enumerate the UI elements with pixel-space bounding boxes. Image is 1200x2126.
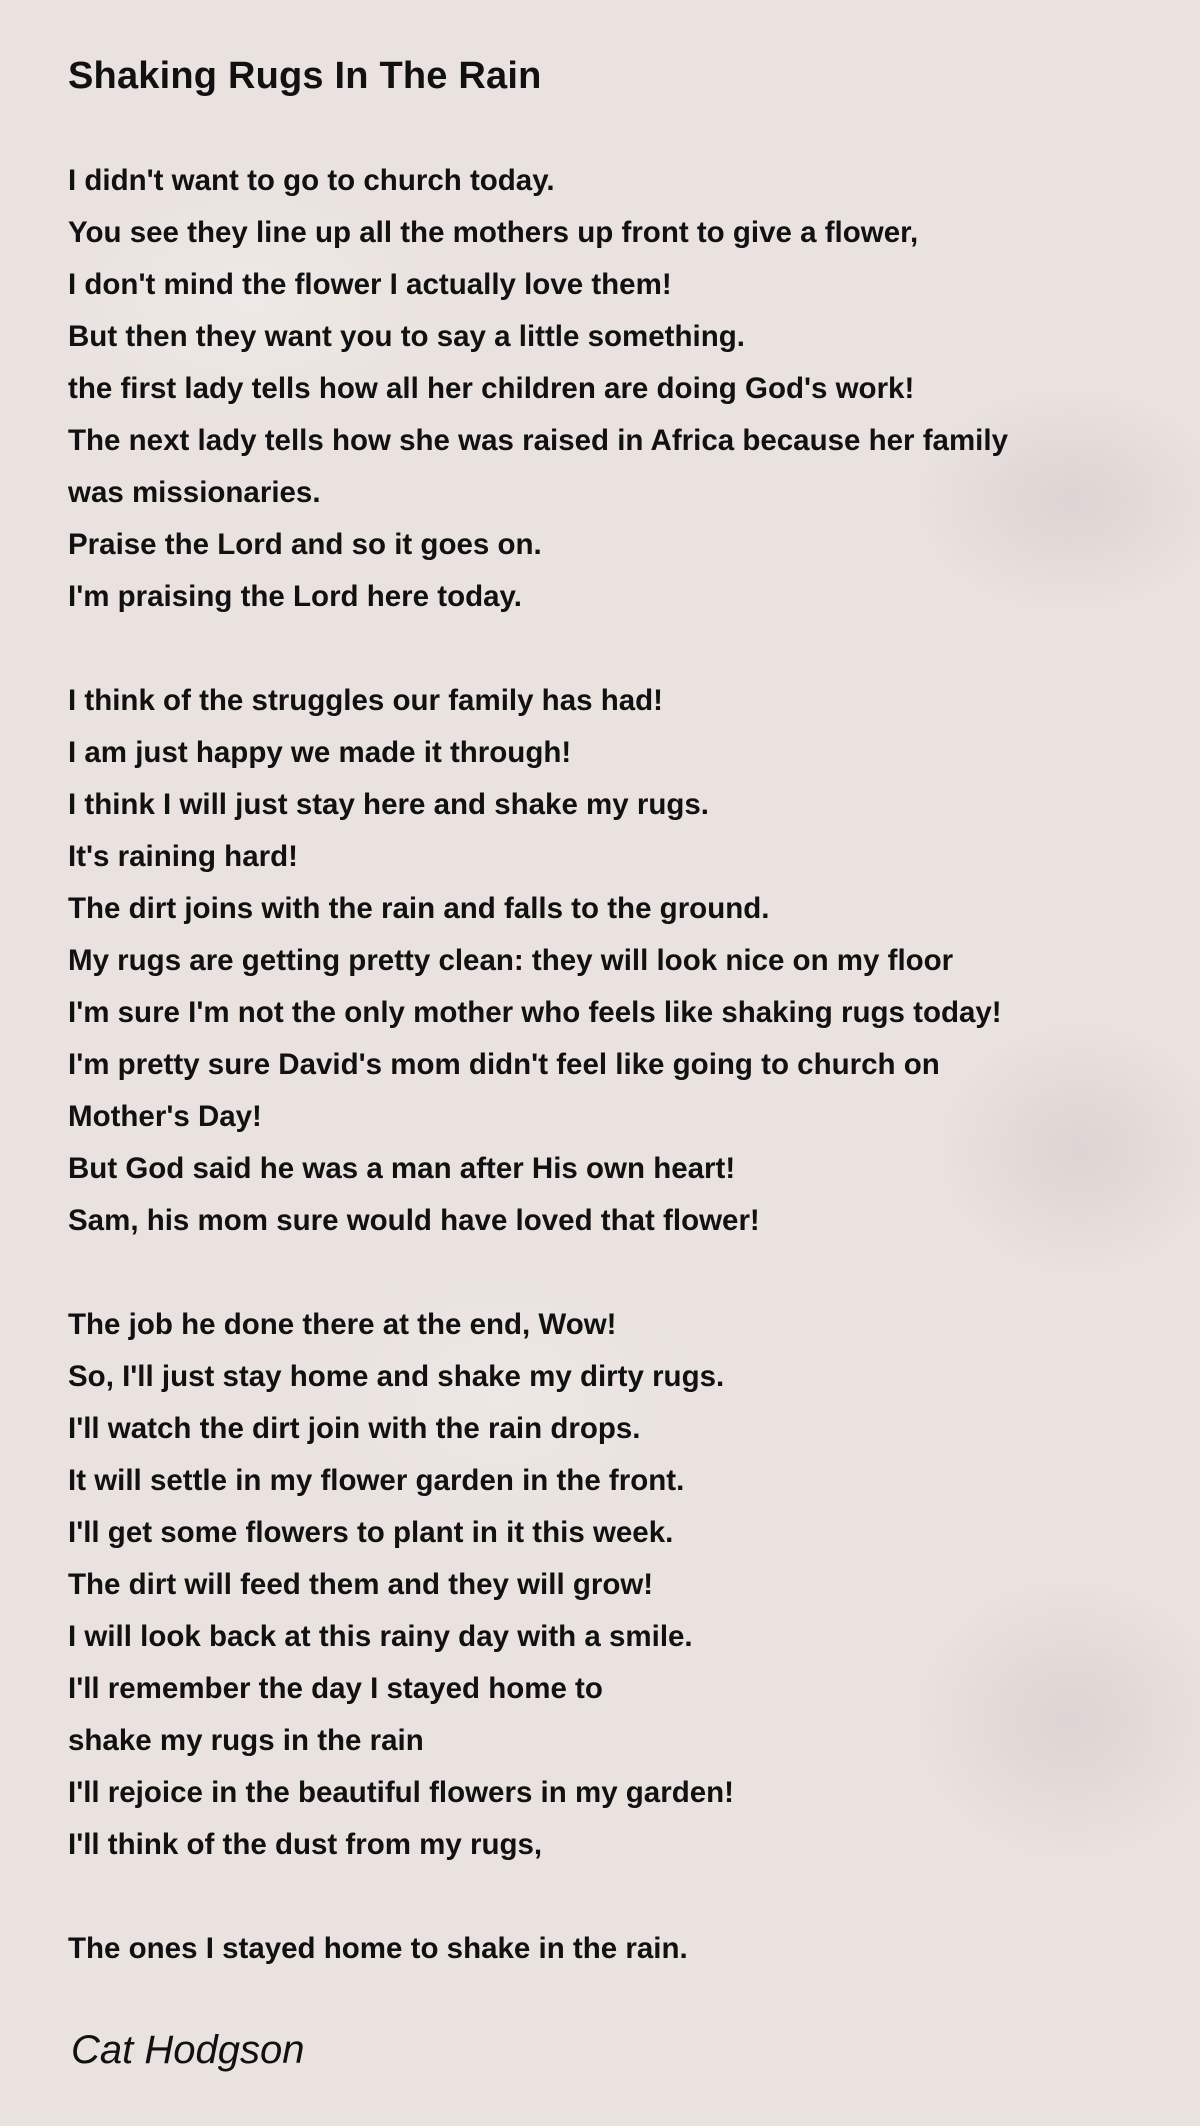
poem-line: Praise the Lord and so it goes on. — [68, 528, 542, 561]
poem-line: I'll watch the dirt join with the rain drops. — [68, 1412, 641, 1445]
poem-line: The ones I stayed home to shake in the rain. — [68, 1932, 688, 1965]
poem-line: The job he done there at the end, Wow! — [68, 1308, 617, 1341]
poem-line: I will look back at this rainy day with a smile. — [68, 1620, 693, 1653]
stanza-1 — [68, 155, 1168, 623]
poem-line: I don't mind the flower I actually love them! — [68, 268, 672, 301]
poem-line: Sam, his mom sure would have loved that flower! — [68, 1204, 760, 1237]
poem-line: So, I'll just stay home and shake my dirty rugs. — [68, 1360, 725, 1393]
poem-line: shake my rugs in the rain — [68, 1724, 424, 1757]
poem-line: The dirt joins with the rain and falls to the ground. — [68, 892, 770, 925]
poem-line: But God said he was a man after His own heart! — [68, 1152, 736, 1185]
poem-line: was missionaries. — [68, 476, 321, 509]
poem-line: Mother's Day! — [68, 1100, 262, 1133]
poem-line: I'll remember the day I stayed home to — [68, 1672, 603, 1705]
poem-line: The next lady tells how she was raised in Africa because her family — [68, 424, 1008, 457]
poem-author: Cat Hodgson — [71, 2028, 305, 2072]
poem-line: I'm sure I'm not the only mother who feels like shaking rugs today! — [68, 996, 1002, 1029]
poem-line: It's raining hard! — [68, 840, 298, 873]
poem-line: I'm praising the Lord here today. — [68, 580, 522, 613]
poem-line: I'll get some flowers to plant in it this week. — [68, 1516, 674, 1549]
poem-line: It will settle in my flower garden in the front. — [68, 1464, 685, 1497]
poem-line: The dirt will feed them and they will grow! — [68, 1568, 654, 1601]
poem-line: I think I will just stay here and shake my rugs. — [68, 788, 710, 821]
poem-line: I'll think of the dust from my rugs, — [68, 1828, 543, 1861]
poem-line: the first lady tells how all her children are doing God's work! — [68, 372, 915, 405]
poem-line: I'm pretty sure David's mom didn't feel like going to church on — [68, 1048, 940, 1081]
poem-line: My rugs are getting pretty clean: they will look nice on my floor — [68, 944, 954, 977]
stanza-3 — [68, 1299, 1168, 1871]
poem-line: You see they line up all the mothers up front to give a flower, — [68, 216, 919, 249]
poem-line: I'll rejoice in the beautiful flowers in my garden! — [68, 1776, 734, 1809]
poem-title: Shaking Rugs In The Rain — [68, 55, 542, 97]
poem-line: I think of the struggles our family has had! — [68, 684, 663, 717]
stanza-4 — [68, 1923, 1168, 1975]
poem-body — [68, 155, 1168, 1975]
poem-line: I am just happy we made it through! — [68, 736, 572, 769]
poem-line: But then they want you to say a little something. — [68, 320, 745, 353]
poem-line: I didn't want to go to church today. — [68, 164, 555, 197]
stanza-2 — [68, 675, 1168, 1247]
poem-page — [68, 48, 1168, 2027]
